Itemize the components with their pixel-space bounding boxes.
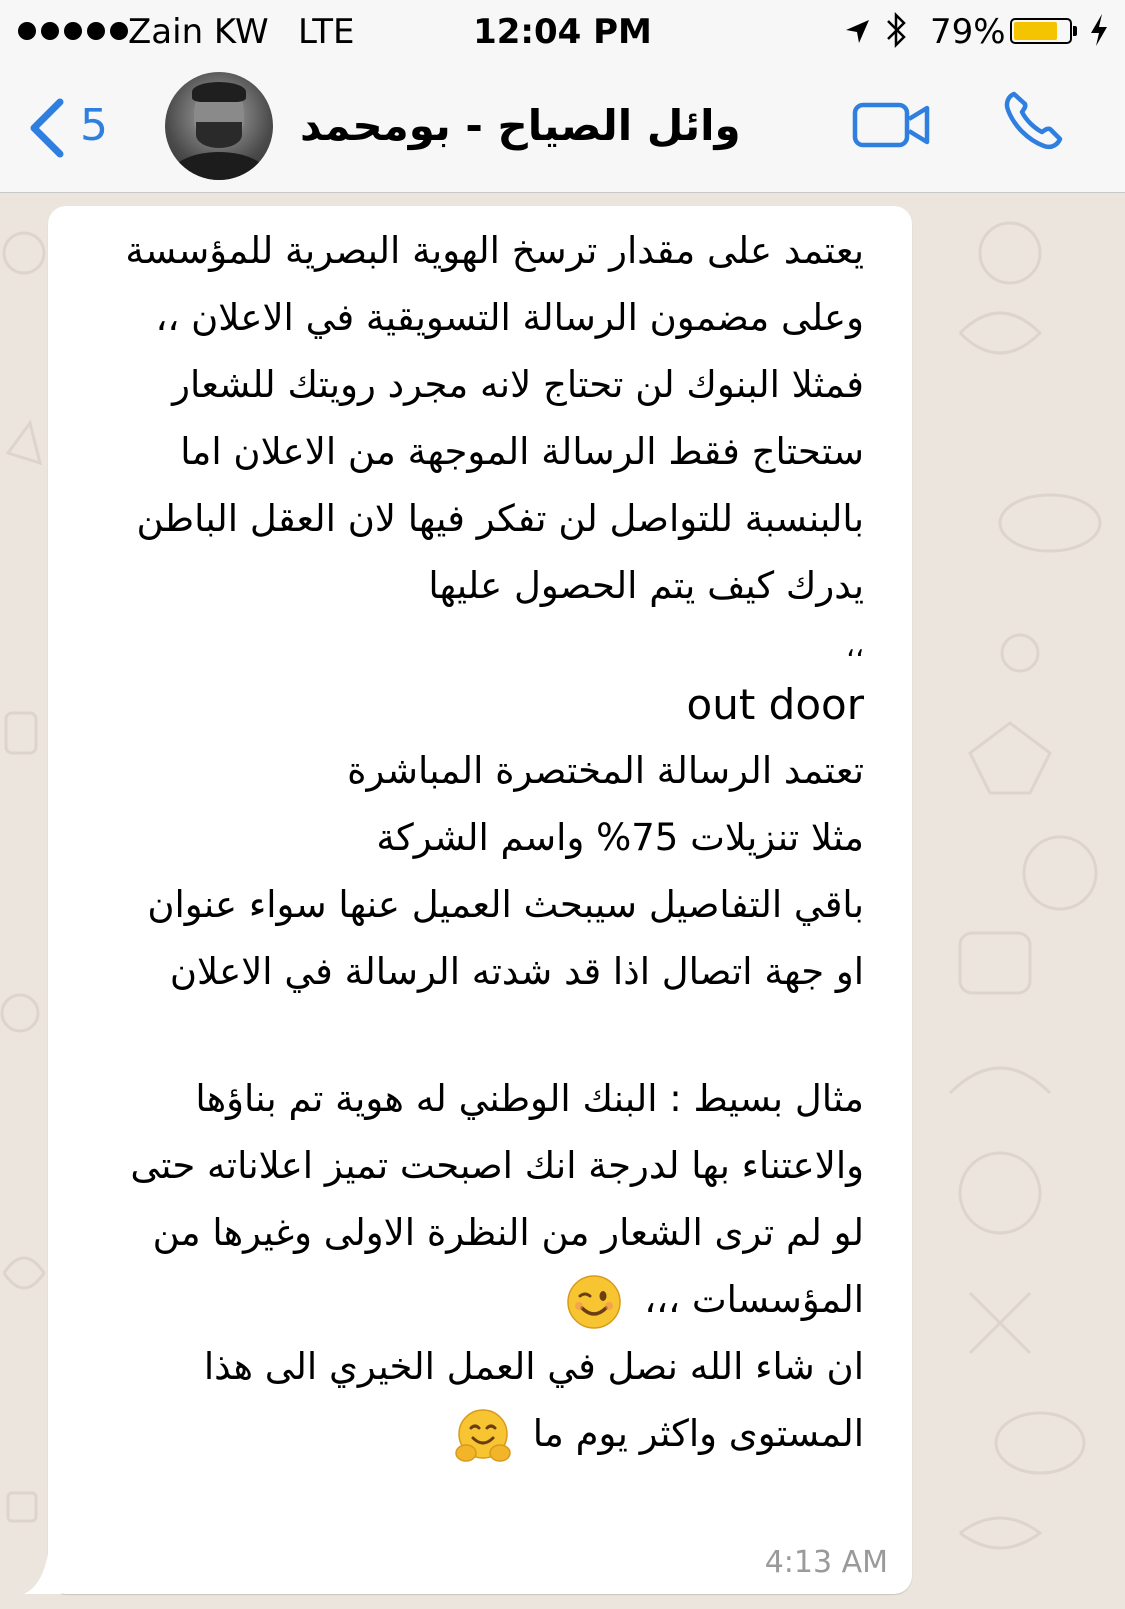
back-unread-count[interactable]: 5	[80, 100, 108, 151]
hugging-face-emoji	[455, 1408, 511, 1464]
message-timestamp: 4:13 AM	[764, 1545, 888, 1580]
network-label: LTE	[298, 12, 355, 52]
battery-icon	[1010, 18, 1072, 44]
bubble-tail	[22, 1554, 62, 1594]
status-time: 12:04 PM	[473, 12, 652, 52]
location-arrow-icon	[842, 14, 872, 58]
charging-bolt-icon	[1088, 10, 1110, 61]
message-line-with-emoji	[556, 1273, 864, 1330]
message-line: لو لم ترى الشعار من النظرة الاولى وغيرها من	[152, 1211, 864, 1254]
avatar[interactable]	[165, 72, 273, 180]
back-chevron-icon[interactable]	[22, 96, 78, 160]
message-line-with-emoji	[445, 1407, 864, 1464]
chat-header	[0, 62, 1125, 193]
message-line: مثال بسيط : البنك الوطني له هوية تم بناؤها	[195, 1077, 864, 1120]
winking-face-emoji	[566, 1274, 622, 1330]
message-bubble[interactable]	[48, 206, 912, 1594]
chat-area[interactable]	[0, 193, 1125, 1609]
message-line: المؤسسات ،،،	[644, 1278, 864, 1321]
message-line: تعتمد الرسالة المختصرة المباشرة	[347, 749, 864, 792]
message-line: يعتمد على مقدار ترسخ الهوية البصرية للمؤسسة	[125, 229, 864, 272]
message-line: باقي التفاصيل سيبحث العميل عنها سواء عنوان	[147, 883, 864, 926]
message-line: ،،	[845, 630, 864, 663]
message-line: ستحتاج فقط الرسالة الموجهة من الاعلان اما	[180, 430, 864, 473]
battery-fill	[1014, 22, 1057, 40]
contact-name[interactable]: وائل الصياح - بومحمد	[300, 101, 741, 150]
message-line: بالبنسبة للتواصل لن تفكر فيها لان العقل الباطن	[136, 497, 864, 540]
video-call-icon[interactable]	[852, 100, 932, 152]
status-bar	[0, 0, 1125, 62]
message-line: او جهة اتصال اذا قد شدته الرسالة في الاعلان	[169, 950, 864, 993]
bluetooth-icon	[882, 10, 910, 61]
message-line: out door	[686, 680, 864, 729]
phone-call-icon[interactable]	[1000, 88, 1066, 154]
carrier-label: Zain KW	[128, 12, 269, 52]
message-line: والاعتناء بها لدرجة انك اصبحت تميز اعلاناته حتى	[130, 1144, 864, 1187]
message-line: فمثلا البنوك لن تحتاج لانه مجرد رويتك للشعار	[172, 363, 864, 406]
battery-percentage: 79%	[930, 12, 1006, 52]
message-line: مثلا تنزيلات 75% واسم الشركة	[376, 816, 864, 859]
message-line: يدرك كيف يتم الحصول عليها	[428, 564, 864, 607]
message-line: المستوى واكثر يوم ما	[532, 1412, 864, 1455]
message-line: ان شاء الله نصل في العمل الخيري الى هذا	[203, 1345, 864, 1388]
message-line: وعلى مضمون الرسالة التسويقية في الاعلان ،،	[155, 296, 864, 339]
